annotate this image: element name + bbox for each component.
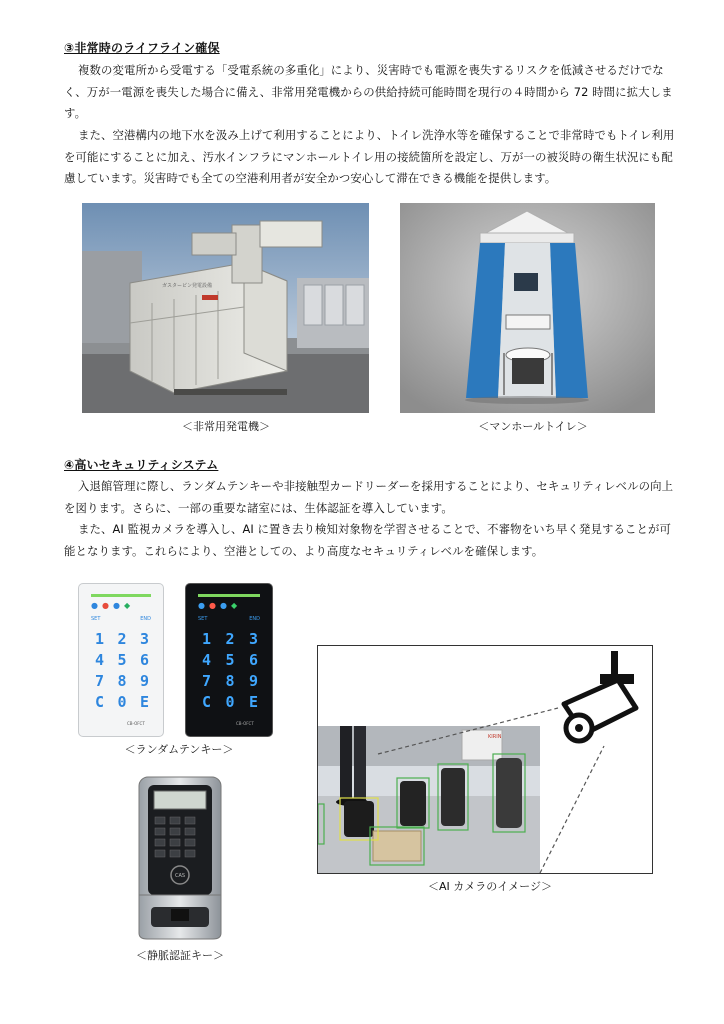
key[interactable]: 3 — [139, 630, 149, 648]
keypad-end-label: END — [140, 616, 151, 622]
key[interactable]: 9 — [248, 672, 258, 690]
key[interactable]: 9 — [139, 672, 149, 690]
key[interactable]: 2 — [225, 630, 235, 648]
key[interactable]: 7 — [95, 672, 105, 690]
key[interactable]: 0 — [225, 693, 235, 711]
unlock-icon: ● — [112, 601, 124, 610]
keypad-set-label: SET — [198, 616, 208, 622]
section3-paragraph-2: また、空港構内の地下水を汲み上げて利用することにより、トイレ洗浄水等を確保することで非常時でもトイレ利用を可能にすることに加え、汚水インフラにマンホールトイレ用の接続箇所を設定し、万が一の被災時の衛生状況にも配慮しています。災害時でも全ての空港利用者が安全かつ安心して滞在できる機能を提供します。 — [64, 128, 675, 185]
key[interactable]: 2 — [117, 630, 127, 648]
lock-icon: ● — [101, 601, 113, 610]
key[interactable]: 6 — [139, 651, 149, 669]
generator-plate-text: ガスタービン発電設備 — [162, 283, 213, 289]
section4-paragraph-2: また、AI 監視カメラを導入し、AI に置き去り検知対象物を学習させることで、不審物をいち早く発見することが可能となります。これらにより、空港としての、より高度なセキュリティレベルを確保します。 — [64, 522, 671, 558]
key[interactable]: 4 — [202, 651, 212, 669]
shield-icon: ◆ — [123, 601, 135, 610]
keypad-brand: CB-OFCT — [236, 721, 254, 726]
caption-ai-camera: ＜AI カメラのイメージ＞ — [428, 880, 552, 893]
shield-icon: ◆ — [230, 601, 242, 610]
keypad-brand: CB-OFCT — [127, 721, 145, 726]
keypad-set-label: SET — [91, 616, 101, 622]
status-dot-icon: ● — [91, 601, 102, 610]
key[interactable]: C — [95, 693, 105, 711]
lock-icon: ● — [208, 601, 220, 610]
key[interactable]: 8 — [225, 672, 235, 690]
keypad-grid — [95, 629, 149, 713]
key[interactable]: 0 — [117, 693, 127, 711]
key[interactable]: 8 — [117, 672, 127, 690]
keypad-grid — [202, 629, 258, 713]
section4-paragraph-1: 入退館管理に際し、ランダムテンキーや非接触型カードリーダーを採用することにより、セキュリティレベルの向上を図ります。さらに、一部の重要な諸室には、生体認証を導入しています。 — [64, 479, 674, 515]
vein-auth-key-photo — [133, 775, 228, 943]
section4-heading: ④高いセキュリティシステム — [64, 458, 219, 472]
key[interactable]: 4 — [95, 651, 105, 669]
shop-sign: KIRIN — [488, 734, 502, 740]
random-tenkey-dark-photo — [185, 583, 273, 737]
key[interactable]: E — [248, 693, 258, 711]
key[interactable]: 7 — [202, 672, 212, 690]
key[interactable]: E — [139, 693, 149, 711]
security-camera-icon — [564, 651, 636, 741]
key[interactable]: 3 — [248, 630, 258, 648]
key[interactable]: 5 — [225, 651, 235, 669]
random-tenkey-light-photo — [78, 583, 164, 737]
ai-camera-image — [317, 645, 653, 874]
unlock-icon: ● — [219, 601, 231, 610]
caption-generator: ＜非常用発電機＞ — [182, 420, 270, 433]
key[interactable]: 5 — [117, 651, 127, 669]
key[interactable]: 6 — [248, 651, 258, 669]
key[interactable]: 1 — [202, 630, 212, 648]
keypad-end-label: END — [249, 616, 260, 622]
section3-heading: ③非常時のライフライン確保 — [64, 41, 220, 55]
manhole-toilet-photo — [400, 203, 655, 413]
caption-vein-key: ＜静脈認証キー＞ — [136, 949, 224, 962]
vein-key-brand: CAS — [174, 873, 186, 879]
key[interactable]: C — [202, 693, 212, 711]
caption-random-tenkey: ＜ランダムテンキー＞ — [124, 743, 234, 756]
key[interactable]: 1 — [95, 630, 105, 648]
emergency-generator-photo — [82, 203, 369, 413]
section3-paragraph-1: 複数の変電所から受電する「受電系統の多重化」により、災害時でも電源を喪失するリスクを低減させるだけでなく、万が一電源を喪失した場合に備え、非常用発電機からの供給持続可能時間を現行の４時間から 72 時間に拡大します。 — [64, 63, 673, 120]
status-dot-icon: ● — [198, 601, 209, 610]
caption-manhole-toilet: ＜マンホールトイレ＞ — [478, 420, 588, 433]
